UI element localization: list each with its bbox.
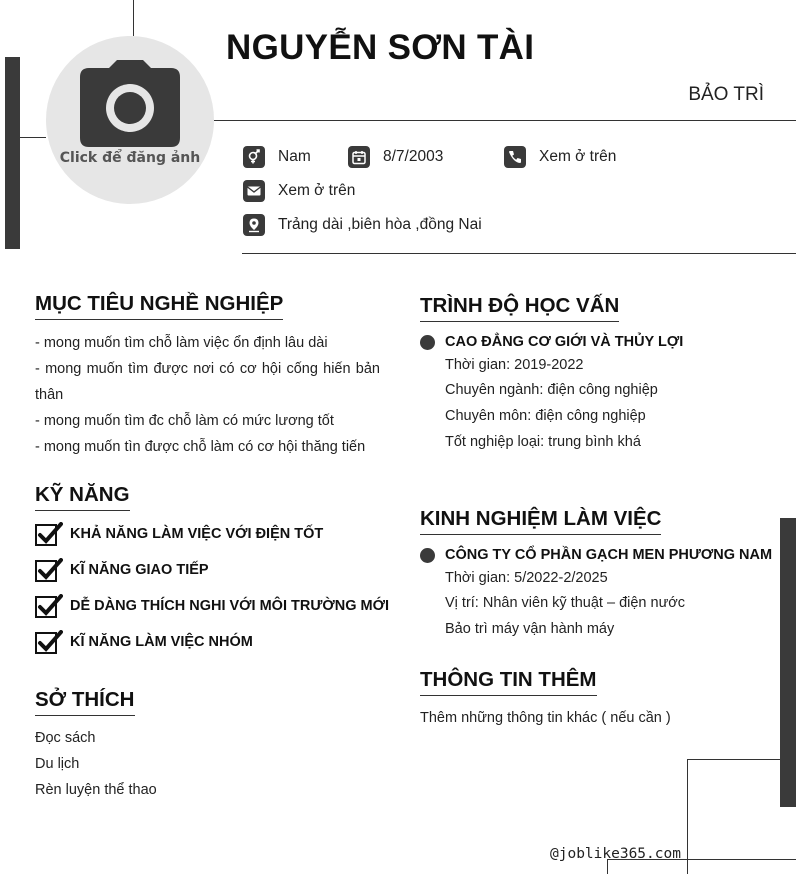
extra-info-title: THÔNG TIN THÊM xyxy=(420,668,597,696)
header-divider xyxy=(214,120,796,121)
hobby-item: Đọc sách xyxy=(35,730,96,746)
bullet-dot xyxy=(420,335,435,350)
top-vertical-line xyxy=(133,0,134,36)
hobby-item: Du lịch xyxy=(35,756,80,772)
school-name: CAO ĐẲNG CƠ GIỚI VÀ THỦY LỢI xyxy=(445,334,684,350)
experience-title: KINH NGHIỆM LÀM VIỆC xyxy=(420,507,661,535)
skill-item xyxy=(35,558,209,582)
education-time: Thời gian: 2019-2022 xyxy=(445,357,584,373)
address-info xyxy=(243,214,482,236)
corner-frame-left xyxy=(687,759,688,874)
camera-icon xyxy=(79,58,181,148)
skills-title: KỸ NĂNG xyxy=(35,483,130,511)
bullet-dot xyxy=(420,548,435,563)
left-horizontal-line xyxy=(20,137,46,138)
gender-info xyxy=(243,146,311,168)
gender-value: Nam xyxy=(278,148,311,165)
profile-photo[interactable] xyxy=(46,36,214,204)
birthday-info xyxy=(348,146,443,168)
right-accent-bar xyxy=(780,518,796,807)
objective-line: - mong muốn tìn được chỗ làm có cơ hội thăng tiến xyxy=(35,439,366,455)
skill-label: KHẢ NĂNG LÀM VIỆC VỚI ĐIỆN TỐT xyxy=(70,526,324,542)
skill-label: KĨ NĂNG LÀM VIỆC NHÓM xyxy=(70,634,253,650)
education-grade: Tốt nghiệp loại: trung bình khá xyxy=(445,434,641,450)
experience-duty: Bảo trì máy vận hành máy xyxy=(445,621,615,637)
skill-label: DỄ DÀNG THÍCH NGHI VỚI MÔI TRƯỜNG MỚI xyxy=(70,598,389,614)
checkbox-checked-icon xyxy=(35,522,63,546)
experience-time: Thời gian: 5/2022-2/2025 xyxy=(445,570,608,586)
phone-value: Xem ở trên xyxy=(539,148,617,165)
watermark: @joblike365.com xyxy=(550,846,681,862)
photo-caption: Click để đăng ảnh xyxy=(59,150,201,166)
skill-item xyxy=(35,630,253,654)
objective-line: - mong muốn tìm đc chỗ làm có mức lương tốt xyxy=(35,413,334,429)
objective-line: - mong muốn tìm chỗ làm việc ổn định lâu dài xyxy=(35,335,328,351)
checkbox-checked-icon xyxy=(35,630,63,654)
candidate-name: NGUYỄN SƠN TÀI xyxy=(226,28,535,67)
contact-divider xyxy=(242,253,796,254)
skill-label: KĨ NĂNG GIAO TIẾP xyxy=(70,562,209,578)
hobbies-title: SỞ THÍCH xyxy=(35,688,135,716)
birthday-value: 8/7/2003 xyxy=(383,148,444,165)
job-position: BẢO TRÌ xyxy=(688,84,764,105)
education-subject: Chuyên môn: điện công nghiệp xyxy=(445,408,646,424)
extra-info-text: Thêm những thông tin khác ( nếu cần ) xyxy=(420,710,671,726)
email-info xyxy=(243,180,355,202)
phone-icon xyxy=(504,146,526,168)
checkbox-checked-icon xyxy=(35,558,63,582)
calendar-icon xyxy=(348,146,370,168)
hobby-item: Rèn luyện thể thao xyxy=(35,782,157,798)
email-icon xyxy=(243,180,265,202)
left-accent-bar xyxy=(5,57,20,249)
phone-info xyxy=(504,146,616,168)
skill-item xyxy=(35,522,323,546)
objective-line: - mong muốn tìm được nơi có cơ hội cống hiến bản thân xyxy=(35,361,380,403)
experience-role: Vị trí: Nhân viên kỹ thuật – điện nước xyxy=(445,595,686,611)
corner-frame-top xyxy=(687,759,780,760)
education-title: TRÌNH ĐỘ HỌC VẤN xyxy=(420,294,619,322)
email-value: Xem ở trên xyxy=(278,182,356,199)
address-value: Trảng dài ,biên hòa ,đồng Nai xyxy=(278,216,482,233)
education-major: Chuyên ngành: điện công nghiệp xyxy=(445,382,658,398)
checkbox-checked-icon xyxy=(35,594,63,618)
company-name: CÔNG TY CỔ PHẦN GẠCH MEN PHƯƠNG NAM xyxy=(445,547,773,563)
gender-icon xyxy=(243,146,265,168)
objective-title: MỤC TIÊU NGHỀ NGHIỆP xyxy=(35,292,283,320)
skill-item xyxy=(35,594,389,618)
location-pin-icon xyxy=(243,214,265,236)
